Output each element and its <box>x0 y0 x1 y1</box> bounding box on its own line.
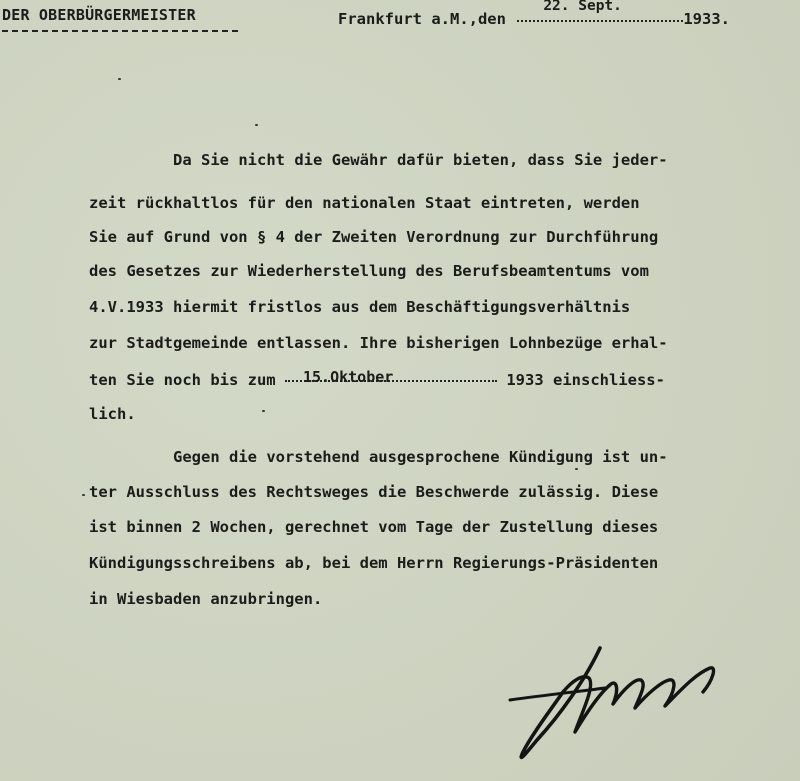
place-prefix: Frankfurt a.M.,den <box>338 10 506 28</box>
date-line <box>338 0 730 28</box>
deadline-prefix: ten Sie noch bis zum <box>89 371 276 389</box>
body-line-12: Kündigungsschreibens ab, bei dem Herrn Regierungs-Präsidenten <box>89 554 659 572</box>
handwritten-signature <box>505 640 735 770</box>
body-line-6: zur Stadtgemeinde entlassen. Ihre bisherigen Lohnbezüge erhal- <box>89 334 668 352</box>
body-line-11: ist binnen 2 Wochen, gerechnet vom Tage der Zustellung dieses <box>89 518 659 536</box>
sender-heading: DER OBERBÜRGERMEISTER <box>2 6 196 24</box>
date-year: 1933. <box>683 10 730 28</box>
paper-speck <box>82 494 85 496</box>
body-line-4: des Gesetzes zur Wiederherstellung des Berufsbeamtentums vom <box>89 262 649 280</box>
body-line-5: 4.V.1933 hiermit fristlos aus dem Beschäftigungsverhältnis <box>89 298 631 316</box>
deadline-year-suffix: 1933 einschliess- <box>506 371 665 389</box>
paper-speck <box>118 78 121 80</box>
paper-speck <box>575 468 578 470</box>
deadline-filled-value: 15.Oktober <box>302 368 394 386</box>
body-line-8: lich. <box>89 405 136 423</box>
body-line-2: zeit rückhaltlos für den nationalen Staat eintreten, werden <box>89 194 640 212</box>
date-fill-blank <box>515 0 683 24</box>
paper-speck <box>255 124 258 126</box>
body-line-7 <box>89 369 665 389</box>
sender-underline <box>2 30 238 32</box>
body-line-1: Da Sie nicht die Gewähr dafür bieten, dass Sie jeder- <box>173 151 668 169</box>
body-line-3: Sie auf Grund von § 4 der Zweiten Verordnung zur Durchführung <box>89 228 659 246</box>
body-line-9: Gegen die vorstehend ausgesprochene Kündigung ist un- <box>173 448 668 466</box>
body-line-13: in Wiesbaden anzubringen. <box>89 590 323 608</box>
date-filled-value: 22. Sept. <box>543 0 622 14</box>
body-line-10: ter Ausschluss des Rechtsweges die Beschwerde zulässig. Diese <box>89 483 659 501</box>
deadline-fill-blank <box>285 369 497 385</box>
date-dotted-line <box>517 20 683 22</box>
paper-speck <box>262 410 265 412</box>
